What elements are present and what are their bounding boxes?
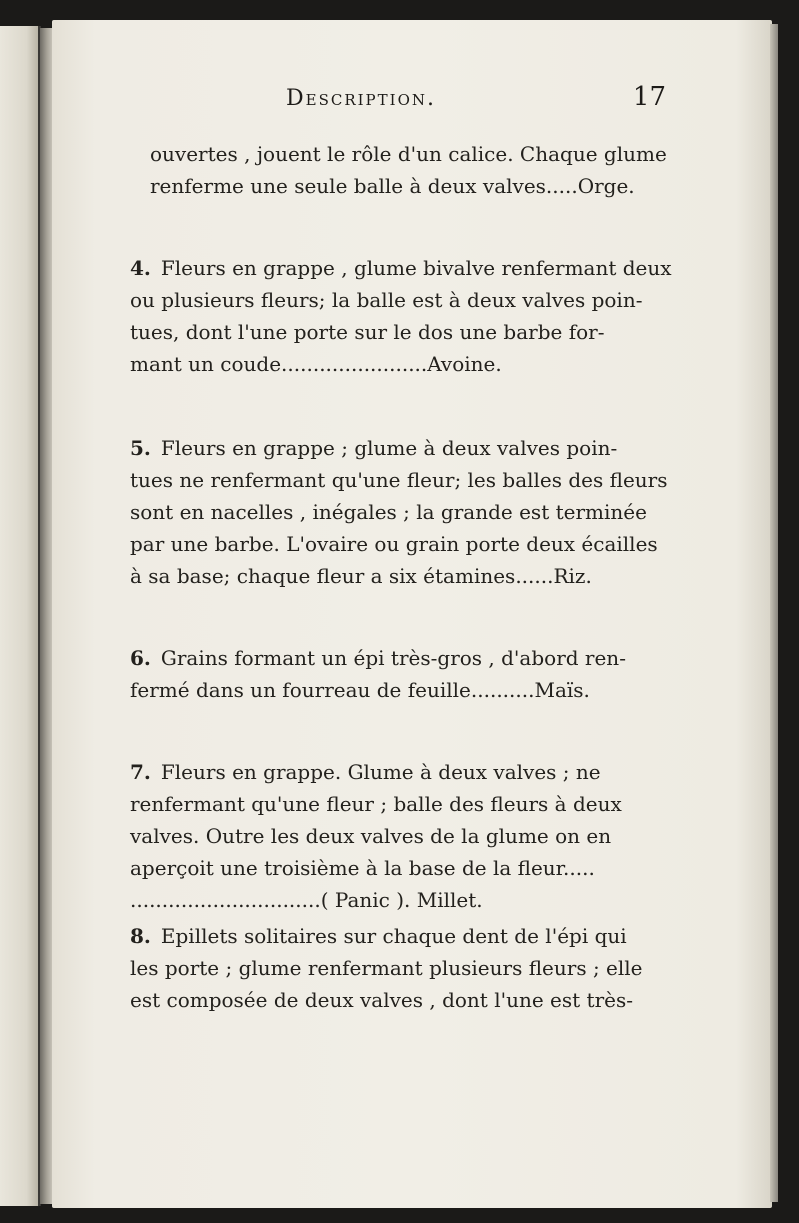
running-title: Description. — [286, 86, 436, 111]
text-line: les porte ; glume renfermant plusieurs fleurs ; elle — [130, 956, 643, 980]
text-line: renfermant qu'une fleur ; balle des fleurs à deux — [130, 792, 622, 816]
text-line: Fleurs en grappe ; glume à deux valves poin- — [160, 436, 618, 460]
page-number: 17 — [632, 82, 666, 112]
text-line: ou plusieurs fleurs; la balle est à deux valves poin- — [130, 288, 643, 312]
right-page-edge — [770, 24, 778, 1202]
text-line: est composée de deux valves , dont l'une est très- — [130, 988, 633, 1012]
text-line: par une barbe. L'ovaire ou grain porte deux écailles — [130, 532, 658, 556]
paragraph-number: 7. — [130, 760, 151, 784]
left-page-edge — [0, 26, 41, 1206]
text-line: sont en nacelles , inégales ; la grande est terminée — [130, 500, 647, 524]
text-line: valves. Outre les deux valves de la glume on en — [130, 824, 612, 848]
paragraph-number: 5. — [130, 436, 151, 460]
paragraph-number: 8. — [130, 924, 151, 948]
paragraph-5 — [130, 432, 690, 592]
paragraph-4 — [130, 252, 690, 380]
paragraph-6 — [130, 642, 690, 706]
text-line: Grains formant un épi très-gros , d'abord ren- — [160, 646, 626, 670]
text-line: tues ne renfermant qu'une fleur; les balles des fleurs — [130, 468, 668, 492]
text-line: à sa base; chaque fleur a six étamines......Riz. — [130, 564, 592, 588]
text-line: Fleurs en grappe , glume bivalve renfermant deux — [160, 256, 672, 280]
text-line: ouvertes , jouent le rôle d'un calice. Chaque glume — [150, 142, 667, 166]
text-line: mant un coude.......................Avoine. — [130, 352, 502, 376]
paragraph-number: 6. — [130, 646, 151, 670]
paragraph-number: 4. — [130, 256, 151, 280]
text-line: ..............................( Panic ). Millet. — [130, 888, 483, 912]
paragraph-8 — [130, 920, 690, 1016]
paragraph-7 — [130, 756, 690, 916]
text-line: aperçoit une troisième à la base de la fleur..... — [130, 856, 595, 880]
text-line: Fleurs en grappe. Glume à deux valves ; ne — [160, 760, 601, 784]
text-line: Epillets solitaires sur chaque dent de l'épi qui — [160, 924, 627, 948]
text-line: fermé dans un fourreau de feuille..........Maïs. — [130, 678, 590, 702]
paragraph-continued — [150, 138, 670, 202]
text-line: renferme une seule balle à deux valves.....Orge. — [150, 174, 635, 198]
running-header — [234, 82, 674, 126]
text-line: tues, dont l'une porte sur le dos une barbe for- — [130, 320, 605, 344]
